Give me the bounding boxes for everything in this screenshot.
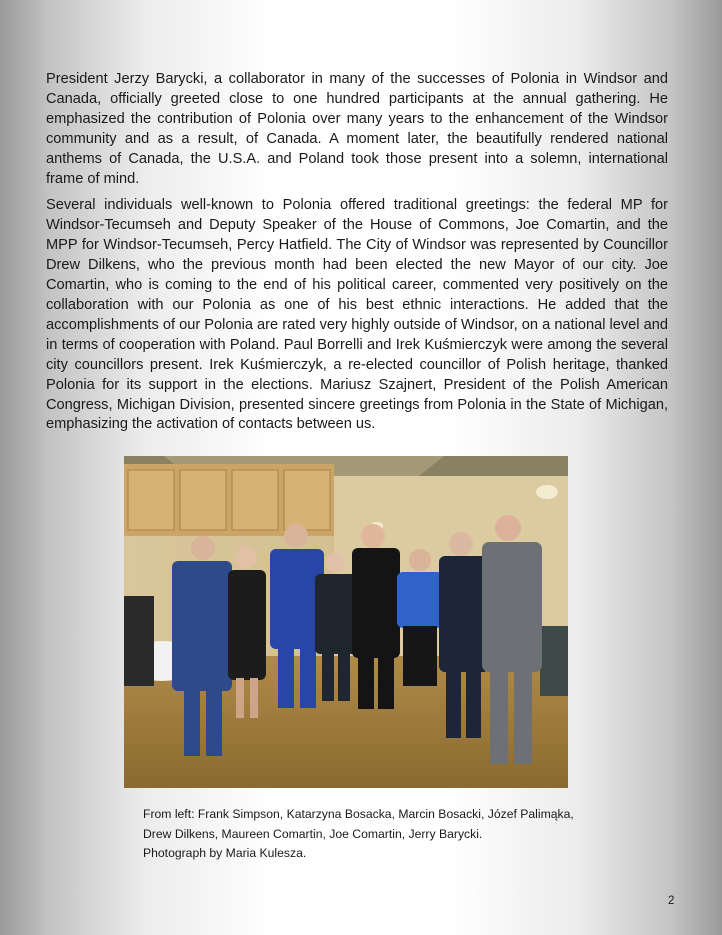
photo-caption xyxy=(143,805,613,864)
article-body xyxy=(46,70,668,442)
article-paragraph-2: Several individuals well-known to Polonia offered traditional greetings: the federal MP for Windsor-Tecumseh and Deputy Speaker of the House of Commons, Joe Comartin, and the MPP for Windsor-Tecumseh, Percy Hatfield. The City of Windsor was represented by Councillor Drew Dilkens, who the previous month had been elected the new Mayor of our city. Joe Comartin, who is coming to the end of his political career, commented very positively on the collaboration with our Polonia as one of his best ethnic interactions. He added that the accomplishments of our Polonia are rated very highly outside of Windsor, on a national level and in terms of cooperation with Poland. Paul Borrelli and Irek Kuśmierczyk were among the several city councillors present. Irek Kuśmierczyk, a re-elected councillor of Polish heritage, thanked Polonia for its support in the elections. Mariusz Szajnert, President of the Polish American Congress, Michigan Division, presented sincere greetings from Polonia in the State of Michigan, emphasizing the activation of contacts between us. xyxy=(46,197,668,433)
page-number: 2 xyxy=(668,895,675,907)
group-photo xyxy=(124,456,568,788)
caption-line-2: Drew Dilkens, Maureen Comartin, Joe Comartin, Jerry Barycki. xyxy=(143,826,483,841)
article-paragraph-1: President Jerzy Barycki, a collaborator in many of the successes of Polonia in Windsor and Canada, officially greeted close to one hundred participants at the annual gathering. He emphasized the contribution of Polonia over many years to the enhancement of the Windsor community and as a result, of Canada. A moment later, the beautifully rendered national anthems of Canada, the U.S.A. and Poland took those present into a solemn, international frame of mind. xyxy=(46,71,668,187)
photo-credit: Photograph by Maria Kulesza. xyxy=(143,846,307,860)
caption-line-1: From left: Frank Simpson, Katarzyna Bosacka, Marcin Bosacki, Józef Palimąka, xyxy=(143,807,574,821)
